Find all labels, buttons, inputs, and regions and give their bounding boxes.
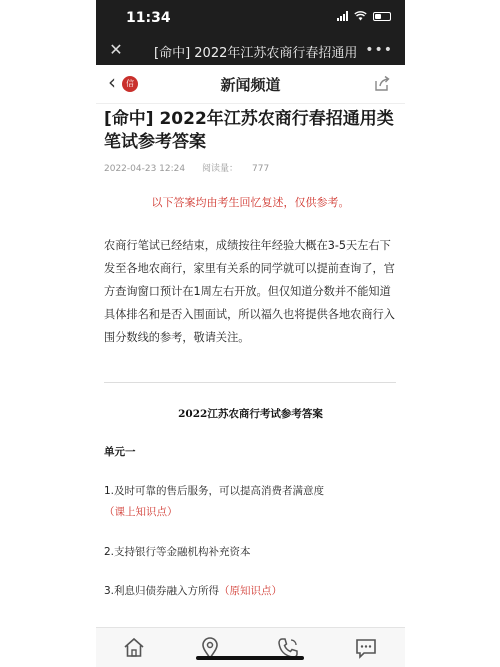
article-title: [命中] 2022年江苏农商行春招通用类笔试参考答案: [104, 109, 394, 152]
views-label: [202, 164, 283, 174]
status-time: 11:34: [126, 10, 171, 26]
answer-highlight: （原知识点）: [219, 585, 283, 597]
notice-text: 以下答案均由考生回忆复述，仅供参考。: [151, 196, 350, 209]
section-title: 2022江苏农商行考试参考答案: [178, 408, 323, 420]
message-icon[interactable]: [354, 636, 378, 660]
app-title: 新闻频道: [220, 76, 281, 94]
browser-title: [命中] 2022年江苏农商行春招通用: [154, 46, 358, 61]
home-indicator: [196, 656, 304, 660]
status-icons: [337, 11, 391, 21]
answer-text: 3.利息归债券融入方所得: [104, 585, 220, 597]
answer-item-3: [104, 581, 396, 602]
close-button[interactable]: ✕: [109, 40, 123, 59]
app-bar: [96, 65, 405, 104]
answer-item-1: [104, 481, 396, 523]
views-count: 777: [252, 164, 270, 174]
answer-text: 1.及时可靠的售后服务，可以提高消费者满意度: [104, 485, 325, 497]
answer-item-2: [104, 542, 396, 563]
unit-heading: 单元一: [104, 446, 136, 458]
browser-title-bar: [96, 37, 405, 65]
article-meta: [104, 161, 297, 174]
article-paragraph: 农商行笔试已经结束，成绩按往年经验大概在3-5天左右下发至各地农商行，家里有关系的同学就可以提前查询了，官方查询窗口预计在1周左右开放。但仅知道分数并不能知道具体排名和是否入围面试，所以福久也将提供各地农商行入围分数线的参考，敬请关注。: [104, 239, 395, 344]
signal-icon: [337, 11, 348, 21]
battery-icon: [373, 12, 391, 21]
answer-highlight: （课上知识点）: [104, 506, 178, 518]
back-icon[interactable]: ‹: [108, 70, 116, 94]
phone-screen: [96, 0, 405, 667]
divider: [104, 382, 396, 383]
article-date: 2022-04-23 12:24: [104, 164, 186, 174]
home-icon[interactable]: [122, 636, 146, 660]
wifi-icon: [354, 11, 367, 21]
views-label-text: 阅读量：: [201, 164, 238, 174]
status-bar: [96, 0, 405, 37]
logo-icon: 信: [122, 76, 138, 92]
more-button[interactable]: •••: [365, 42, 393, 58]
answer-text: 2.支持银行等金融机构补充资本: [104, 546, 251, 558]
share-icon[interactable]: [373, 75, 391, 93]
bottom-tab-bar: [96, 627, 405, 667]
